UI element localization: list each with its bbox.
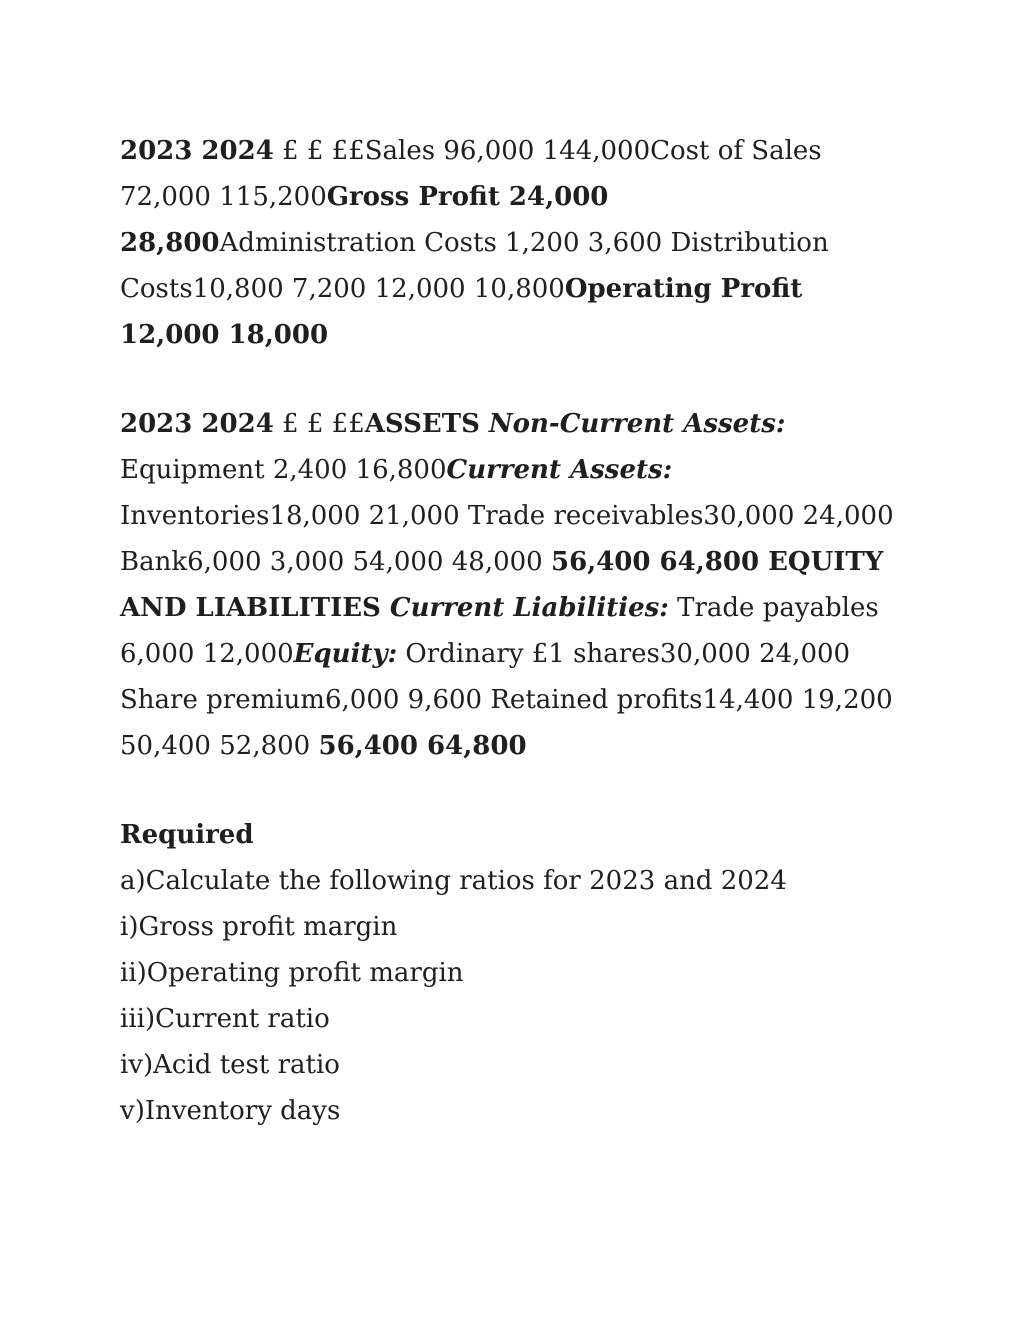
balance-years: 2023 2024 bbox=[120, 409, 274, 439]
balance-equipment: Equipment 2,400 16,800 bbox=[120, 455, 447, 485]
balance-current-liabilities-heading: Current Liabilities: bbox=[389, 593, 669, 623]
balance-final-totals: 56,400 64,800 bbox=[318, 731, 527, 761]
balance-trade-payables: Trade payables 6,000 12,000 bbox=[120, 593, 879, 669]
balance-non-current-heading: Non-Current Assets: bbox=[488, 409, 786, 439]
required-line-iv: iv)Acid test ratio bbox=[120, 1050, 340, 1080]
required-line-v: v)Inventory days bbox=[120, 1096, 341, 1126]
income-operating-profit: Operating Profit 12,000 18,000 bbox=[120, 274, 803, 350]
balance-equity-heading: Equity: bbox=[293, 639, 398, 669]
required-line-i: i)Gross profit margin bbox=[120, 912, 398, 942]
income-sales-cost: £ £ ££Sales 96,000 144,000Cost of Sales 72,000 115,200 bbox=[120, 136, 822, 212]
required-section bbox=[120, 812, 904, 1134]
income-costs: Administration Costs 1,200 3,600 Distribution Costs10,800 7,200 12,000 10,800 bbox=[120, 228, 829, 304]
balance-equity-items: Ordinary £1 shares30,000 24,000 Share premium6,000 9,600 Retained profits14,400 19,200 50,400 52,800 bbox=[120, 639, 893, 761]
income-statement-paragraph bbox=[120, 128, 904, 358]
balance-totals-equity-heading: 56,400 64,800 EQUITY AND LIABILITIES bbox=[120, 547, 884, 623]
balance-current-assets-heading: Current Assets: bbox=[446, 455, 673, 485]
balance-currency: £ £ ££ bbox=[273, 409, 365, 439]
required-line-a: a)Calculate the following ratios for 2023 and 2024 bbox=[120, 866, 787, 896]
required-line-iii: iii)Current ratio bbox=[120, 1004, 330, 1034]
balance-assets-heading: ASSETS bbox=[364, 409, 489, 439]
required-line-ii: ii)Operating profit margin bbox=[120, 958, 464, 988]
balance-current-assets: Inventories18,000 21,000 Trade receivables30,000 24,000 Bank6,000 3,000 54,000 48,000 bbox=[120, 501, 894, 577]
balance-sheet-paragraph bbox=[120, 401, 904, 769]
income-gross-profit: Gross Profit 24,000 28,800 bbox=[120, 182, 609, 258]
required-title: Required bbox=[120, 820, 254, 850]
income-years: 2023 2024 bbox=[120, 136, 274, 166]
